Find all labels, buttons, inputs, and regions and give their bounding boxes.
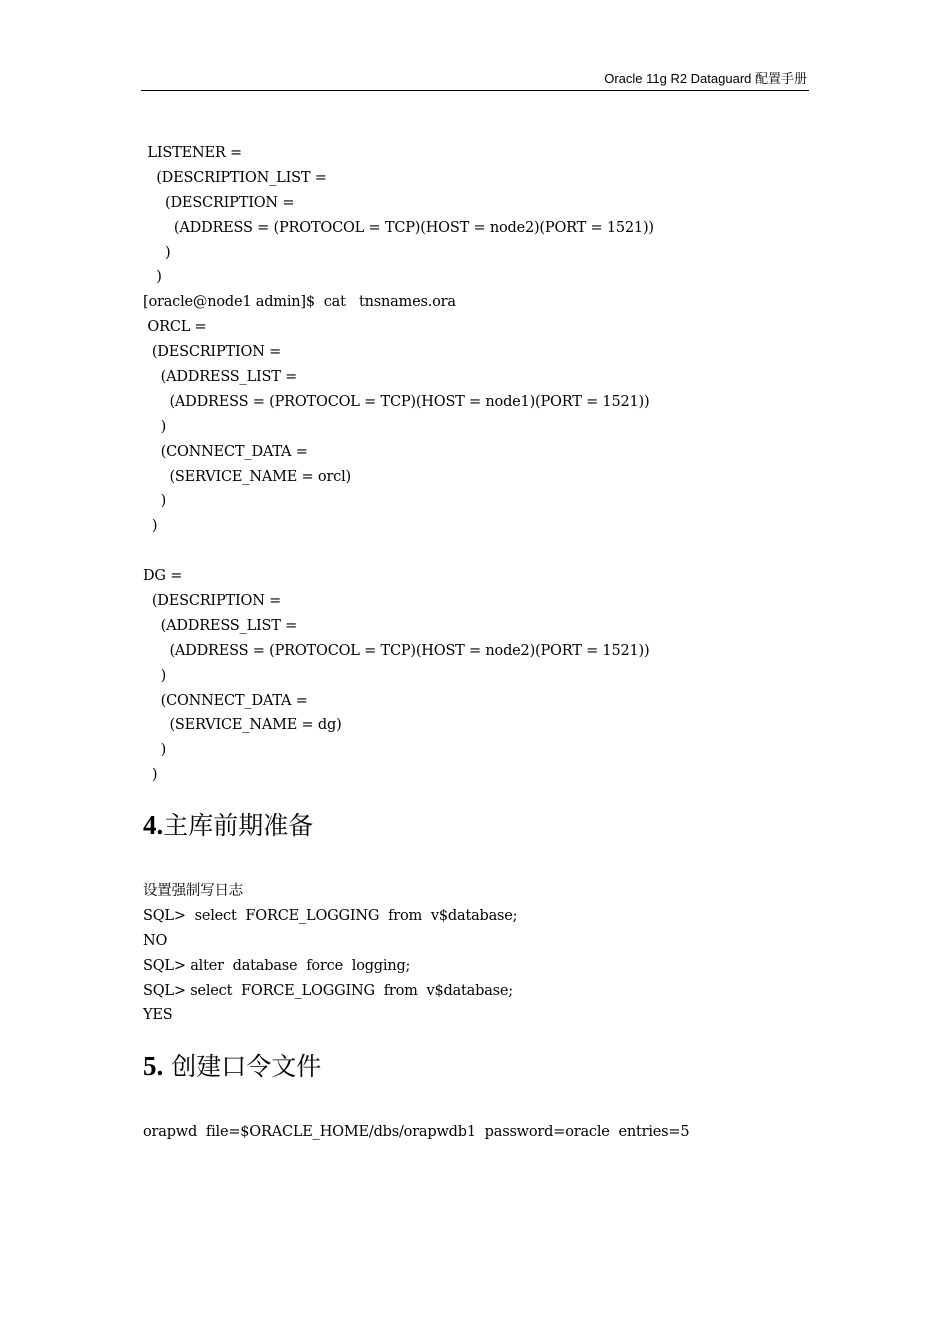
code-line: (ADDRESS = (PROTOCOL = TCP)(HOST = node2)(PORT = 1521)) — [143, 219, 654, 236]
code-line: (CONNECT_DATA = — [143, 692, 308, 709]
code-line: (DESCRIPTION = — [143, 344, 282, 361]
code-line: (DESCRIPTION = — [143, 194, 295, 211]
tnsnames-code-block — [143, 141, 843, 788]
code-line: (CONNECT_DATA = — [143, 443, 308, 460]
code-line: ) — [143, 767, 158, 784]
code-line: SQL> select FORCE_LOGGING from v$database; — [143, 982, 513, 999]
section-5-heading — [143, 1051, 321, 1082]
code-line: ) — [143, 493, 167, 510]
section-5-number: 5. — [143, 1051, 164, 1081]
code-line: NO — [143, 932, 168, 949]
code-line: orapwd file=$ORACLE_HOME/dbs/orapwdb1 password=oracle entries=5 — [143, 1124, 690, 1140]
code-line: (ADDRESS_LIST = — [143, 369, 298, 386]
code-line: [oracle@node1 admin]$ cat tnsnames.ora — [143, 294, 456, 311]
code-line: SQL> alter database force logging; — [143, 957, 411, 974]
code-line: 设置强制写日志 — [143, 883, 244, 899]
code-line: (DESCRIPTION = — [143, 593, 282, 610]
force-logging-code-block — [143, 879, 517, 1028]
code-line: ) — [143, 269, 162, 286]
section-4-title: 主库前期准备 — [163, 811, 314, 840]
code-line: ) — [143, 518, 158, 535]
code-line: YES — [143, 1007, 173, 1024]
code-line: SQL> select FORCE_LOGGING from v$database; — [143, 907, 518, 924]
code-line: (SERVICE_NAME = dg) — [143, 717, 342, 734]
section-5-title: 创建口令文件 — [163, 1052, 322, 1081]
code-line: (ADDRESS = (PROTOCOL = TCP)(HOST = node1)(PORT = 1521)) — [143, 393, 650, 410]
orapwd-code-block — [143, 1120, 689, 1145]
code-line: ) — [143, 667, 167, 684]
code-line: DG = — [143, 568, 183, 585]
page-header — [141, 70, 809, 91]
code-line: ) — [143, 244, 171, 261]
code-line — [143, 539, 843, 564]
code-line: ORCL = — [143, 319, 207, 336]
code-line: (SERVICE_NAME = orcl) — [143, 468, 351, 485]
code-line: ) — [143, 418, 167, 435]
code-line: (DESCRIPTION_LIST = — [143, 169, 327, 186]
section-4-number: 4. — [143, 810, 164, 840]
section-4-heading — [143, 810, 313, 841]
code-line: (ADDRESS_LIST = — [143, 617, 298, 634]
header-title: Oracle 11g R2 Dataguard 配置手册 — [604, 71, 807, 86]
code-line: (ADDRESS = (PROTOCOL = TCP)(HOST = node2)(PORT = 1521)) — [143, 642, 650, 659]
code-line: LISTENER = — [143, 145, 242, 161]
code-line: ) — [143, 742, 167, 759]
